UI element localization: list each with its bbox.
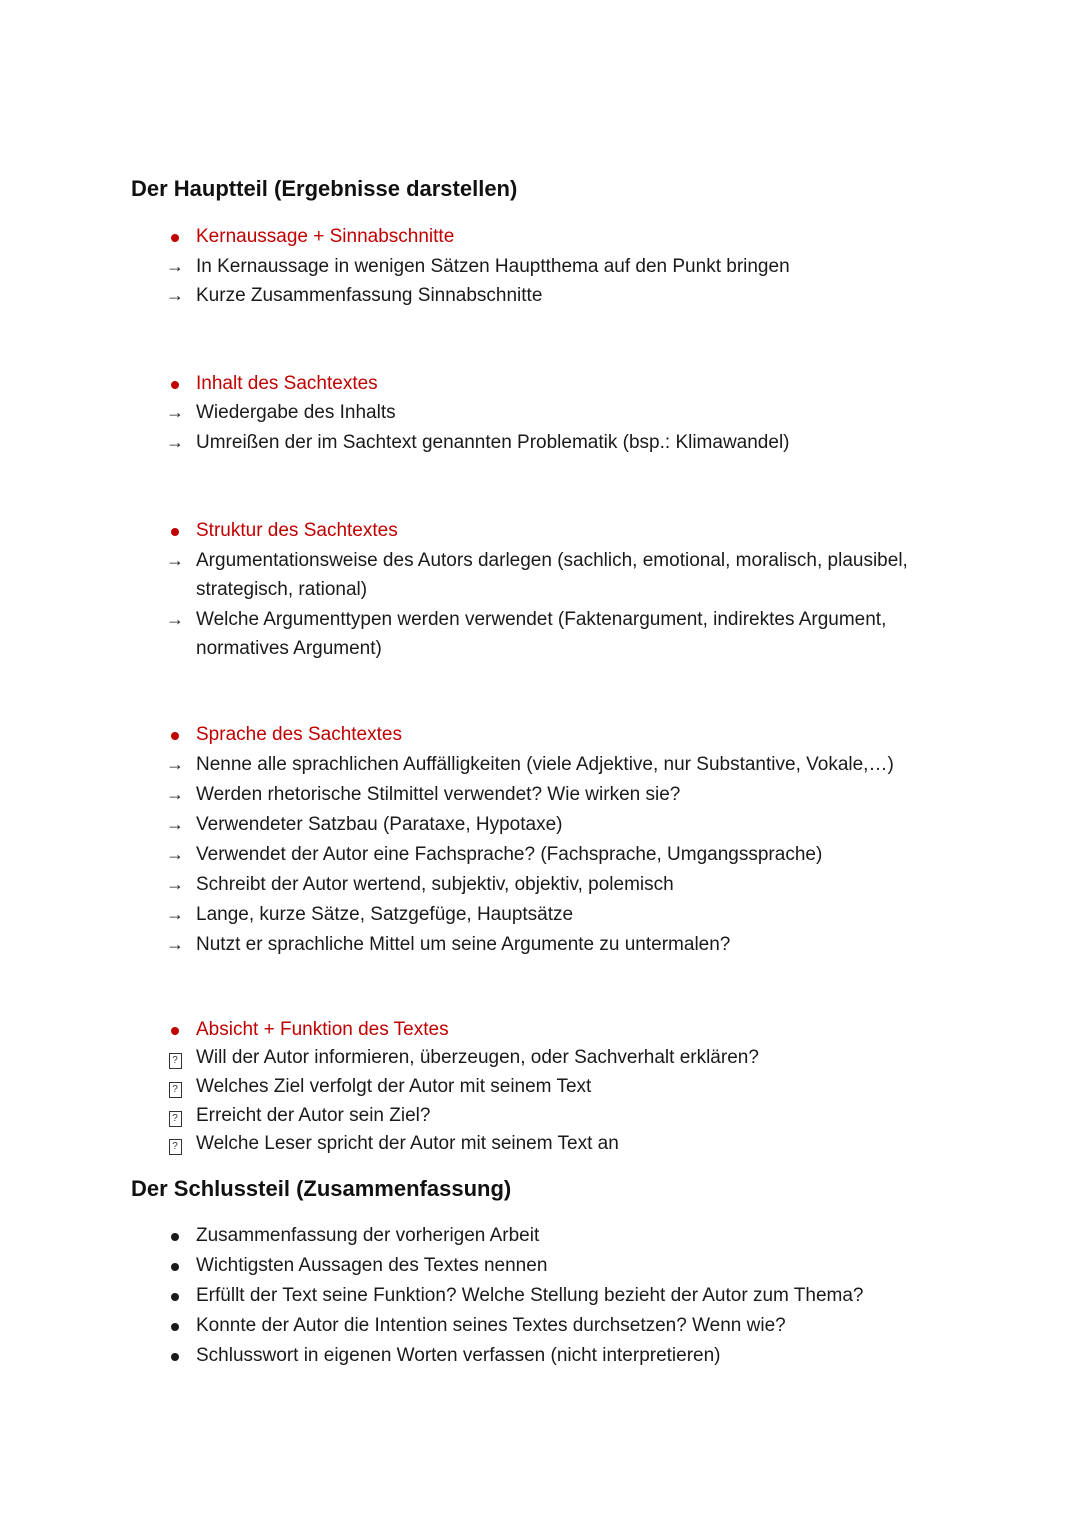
schlussteil-heading: Der Schlussteil (Zusammenfassung) [131, 1176, 512, 1201]
arrow-icon: → [166, 874, 184, 894]
arrow-icon: → [166, 934, 184, 954]
arrow-icon: → [166, 904, 184, 924]
bullet-icon [171, 1027, 179, 1035]
bullet-icon [171, 381, 179, 389]
missing-glyph-icon: ? [169, 1111, 182, 1127]
document-page: Der Hauptteil (Ergebnisse darstellen) Kernaussage + Sinnabschnitte → In Kernaussage in wenigen Sätzen Hauptthema auf den Punkt bringen → Kurze Zusammenfassung Sinnabschnitte Inhalt des Sachtextes → Wiedergabe des Inhalts → Umreißen der im Sachtext genannten Problematik (bsp.: Klimawandel) Struktur des Sachtextes → Argumentationsweise des Autors darlegen (sachlich, emotional, moralisch, plausibel, strategisch, rational) → Welche Argumenttypen werden verwendet (Faktenargument, indirektes Argument, normatives Argument) Sprache des Sachtextes → Nenne alle sprachlichen Auffälligkeiten (viele Adjektive, nur Substantive, Vokale,…) → Werden rhetorische Stilmittel verwendet? Wie wirken sie? → Verwendeter Satzbau (Parataxe, Hypotaxe) → Verwendet der Autor eine Fachsprache? (Fachsprache, Umgangssprache) → Schreibt der Autor wertend, subjektiv, objektiv, polemisch → Lange, kurze Sätze, Satzgefüge, Hauptsätze → Nutzt er sprachliche Mittel um seine Argumente zu untermalen? Absicht + Funktion des Textes ? Will der Autor informieren, überzeugen, oder Sachverhalt erklären? ? Welches Ziel verfolgt der Autor mit seinem Text ? Erreicht der Autor sein Ziel? ? Welche Leser spricht der Autor mit seinem Text an Der Schlussteil (Zusammenfassung) Zusammenfassung der vorherigen Arbeit Wichtigsten Aussagen des Textes nennen Erfüllt der Text seine Funktion? Welche Stellung bezieht der Autor zum Thema? Konnte der Autor die Intention seines Textes durchsetzen? Wenn wie? Schlusswort in eigenen Worten verfassen (nicht interpretieren) [131, 176, 908, 1366]
arrow-icon: → [166, 754, 184, 774]
arrow-icon: → [166, 784, 184, 804]
arrow-icon: → [166, 814, 184, 834]
bullet-icon [171, 1353, 179, 1361]
arrow-icon: → [166, 285, 184, 305]
missing-glyph-icon: ? [169, 1139, 182, 1155]
bullet-icon [171, 732, 179, 740]
missing-glyph-icon: ? [169, 1082, 182, 1098]
arrow-icon: → [166, 844, 184, 864]
bullet-icon [171, 1293, 179, 1301]
bullet-icon [171, 1233, 179, 1241]
hauptteil-heading: Der Hauptteil (Ergebnisse darstellen) [131, 176, 518, 201]
bullet-icon [171, 528, 179, 536]
arrow-icon: → [166, 550, 184, 570]
bullet-icon [171, 234, 179, 242]
arrow-icon: → [166, 256, 184, 276]
bullet-icon [171, 1323, 179, 1331]
arrow-icon: → [166, 609, 184, 629]
arrow-icon: → [166, 402, 184, 422]
missing-glyph-icon: ? [169, 1053, 182, 1069]
bullet-icon [171, 1263, 179, 1271]
arrow-icon: → [166, 432, 184, 452]
